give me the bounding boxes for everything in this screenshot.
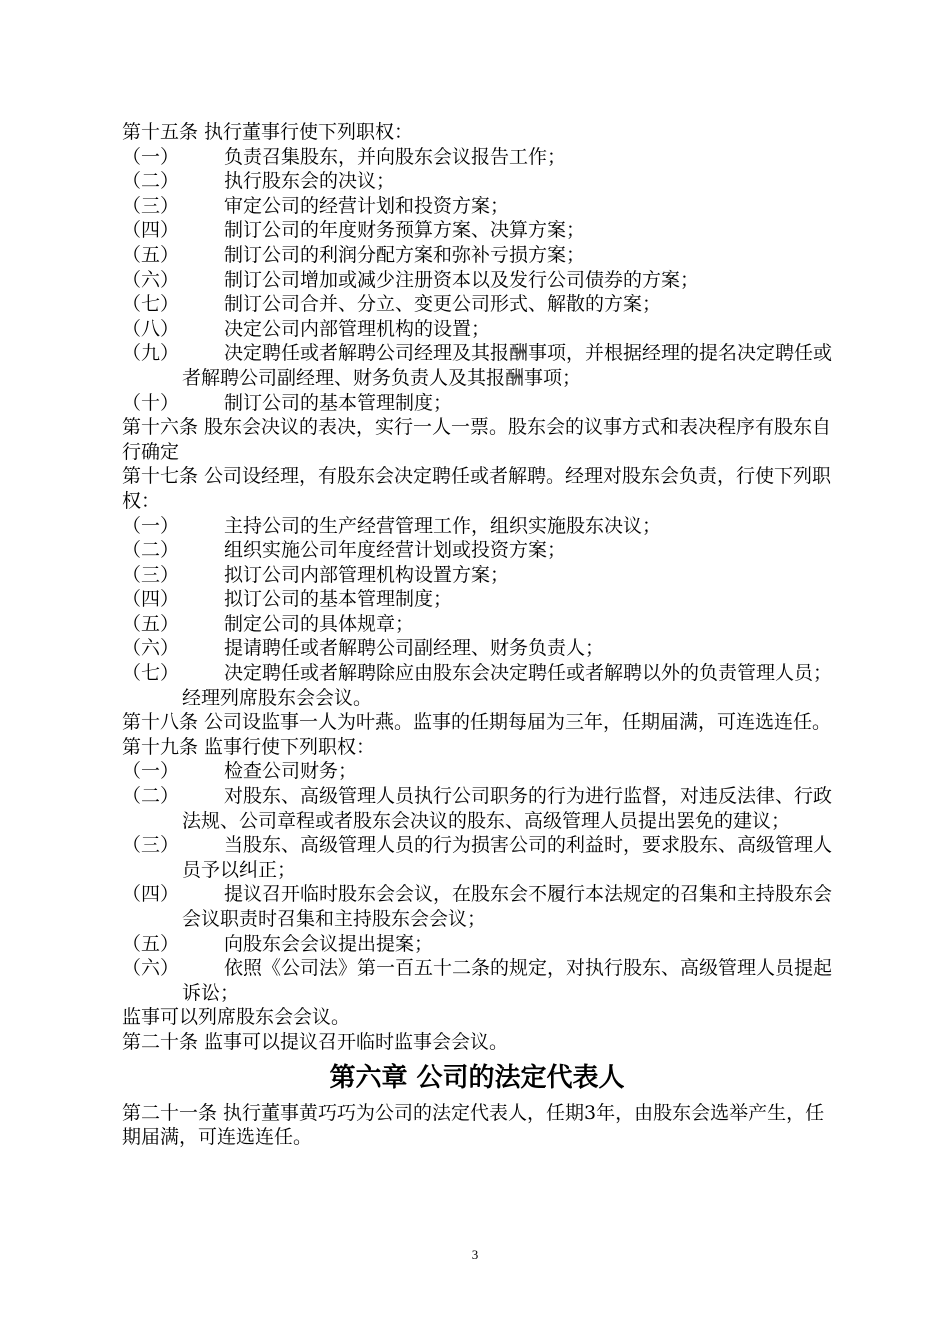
list-item — [122, 538, 832, 563]
item-text: 主持公司的生产经营管理工作，组织实施股东决议； — [224, 514, 662, 537]
item-text: 拟订公司的基本管理制度； — [224, 588, 453, 611]
article-20-text: 第二十条 监事可以提议召开临时监事会会议。 — [122, 1030, 509, 1053]
list-item — [122, 169, 832, 194]
item-number: （九） — [122, 342, 180, 365]
list-item — [122, 145, 832, 170]
list-item — [122, 932, 832, 957]
item-number: （五） — [122, 932, 180, 955]
item-number: （一） — [122, 145, 180, 168]
article-18-text: 第十八条 公司设监事一人为叶燕。监事的任期每届为三年，任期届满，可连选连任。 — [122, 711, 832, 734]
item-text: 检查公司财务； — [224, 760, 358, 783]
item-number: （六） — [122, 268, 180, 291]
item-text: 制订公司的基本管理制度； — [224, 391, 453, 414]
item-text: 当股东、高级管理人员的行为损害公司的利益时，要求股东、高级管理人员予以纠正； — [182, 834, 833, 881]
item-number: （三） — [122, 194, 180, 217]
list-item — [122, 292, 832, 317]
list-item — [122, 784, 832, 833]
list-item — [122, 759, 832, 784]
item-text: 制订公司增加或减少注册资本以及发行公司债券的方案； — [224, 268, 700, 291]
item-text: 制订公司合并、分立、变更公司形式、解散的方案； — [224, 293, 662, 316]
list-item — [122, 391, 832, 416]
item-text: 决定聘任或者解聘公司经理及其报酬事项，并根据经理的提名决定聘任或者解聘公司副经理、财务负责人及其报酬事项； — [182, 342, 833, 389]
list-item — [122, 341, 832, 390]
item-number: （七） — [122, 662, 180, 685]
item-text: 决定聘任或者解聘除应由股东会决定聘任或者解聘以外的负责管理人员；经理列席股东会会议。 — [182, 662, 833, 709]
item-text: 向股东会会议提出提案； — [224, 932, 434, 955]
item-number: （四） — [122, 883, 180, 906]
article-19-list — [122, 759, 832, 1005]
item-number: （五） — [122, 612, 180, 635]
article-17-heading: 第十七条 公司设经理，有股东会决定聘任或者解聘。经理对股东会负责，行使下列职权： — [122, 465, 832, 512]
item-text: 拟订公司内部管理机构设置方案； — [224, 563, 510, 586]
item-text: 对股东、高级管理人员执行公司职务的行为进行监督，对违反法律、行政法规、公司章程或者股东会决议的股东、高级管理人员提出罢免的建议； — [182, 785, 833, 832]
list-item — [122, 218, 832, 243]
item-text: 制订公司的年度财务预算方案、决算方案； — [224, 219, 586, 242]
list-item — [122, 268, 832, 293]
list-item — [122, 636, 832, 661]
item-text: 提议召开临时股东会会议，在股东会不履行本法规定的召集和主持股东会会议职责时召集和主持股东会会议； — [182, 883, 833, 930]
item-number: （四） — [122, 588, 180, 611]
list-item — [122, 587, 832, 612]
list-item — [122, 882, 832, 931]
item-number: （二） — [122, 539, 180, 562]
item-number: （六） — [122, 957, 180, 980]
item-number: （四） — [122, 219, 180, 242]
chapter-6-title: 第六章 公司的法定代表人 — [329, 1062, 625, 1093]
page-number: 3 — [471, 1247, 479, 1262]
item-number: （五） — [122, 243, 180, 266]
article-19-closing: 监事可以列席股东会会议。 — [122, 1006, 351, 1029]
article-21-text: 第二十一条 执行董事黄巧巧为公司的法定代表人，任期3年，由股东会选举产生，任期届满，可连选连任。 — [122, 1101, 825, 1149]
item-number: （八） — [122, 317, 180, 340]
list-item — [122, 514, 832, 539]
list-item — [122, 833, 832, 882]
item-text: 审定公司的经营计划和投资方案； — [224, 194, 510, 217]
item-number: （十） — [122, 391, 180, 414]
list-item — [122, 243, 832, 268]
item-text: 制定公司的具体规章； — [224, 612, 415, 635]
item-number: （二） — [122, 170, 180, 193]
list-item — [122, 661, 832, 710]
item-text: 依照《公司法》第一百五十二条的规定，对执行股东、高级管理人员提起诉讼； — [182, 957, 833, 1004]
list-item — [122, 317, 832, 342]
item-number: （六） — [122, 637, 180, 660]
article-17-list — [122, 514, 832, 711]
article-19-heading: 第十九条 监事行使下列职权： — [122, 735, 376, 758]
list-item — [122, 956, 832, 1005]
item-text: 组织实施公司年度经营计划或投资方案； — [224, 539, 567, 562]
item-text: 制订公司的利润分配方案和弥补亏损方案； — [224, 243, 586, 266]
item-number: （二） — [122, 785, 180, 808]
item-text: 提请聘任或者解聘公司副经理、财务负责人； — [224, 637, 605, 660]
item-number: （一） — [122, 760, 180, 783]
list-item — [122, 563, 832, 588]
document-body — [122, 120, 832, 1150]
item-text: 负责召集股东，并向股东会议报告工作； — [224, 145, 567, 168]
item-number: （三） — [122, 834, 180, 857]
item-number: （七） — [122, 293, 180, 316]
article-15-list — [122, 145, 832, 416]
list-item — [122, 612, 832, 637]
article-16-text: 第十六条 股东会决议的表决，实行一人一票。股东会的议事方式和表决程序有股东自行确定 — [122, 416, 832, 463]
article-15-heading: 第十五条 执行董事行使下列职权： — [122, 121, 414, 143]
item-number: （三） — [122, 563, 180, 586]
item-number: （一） — [122, 514, 180, 537]
item-text: 执行股东会的决议； — [224, 170, 396, 193]
item-text: 决定公司内部管理机构的设置； — [224, 317, 491, 340]
list-item — [122, 194, 832, 219]
